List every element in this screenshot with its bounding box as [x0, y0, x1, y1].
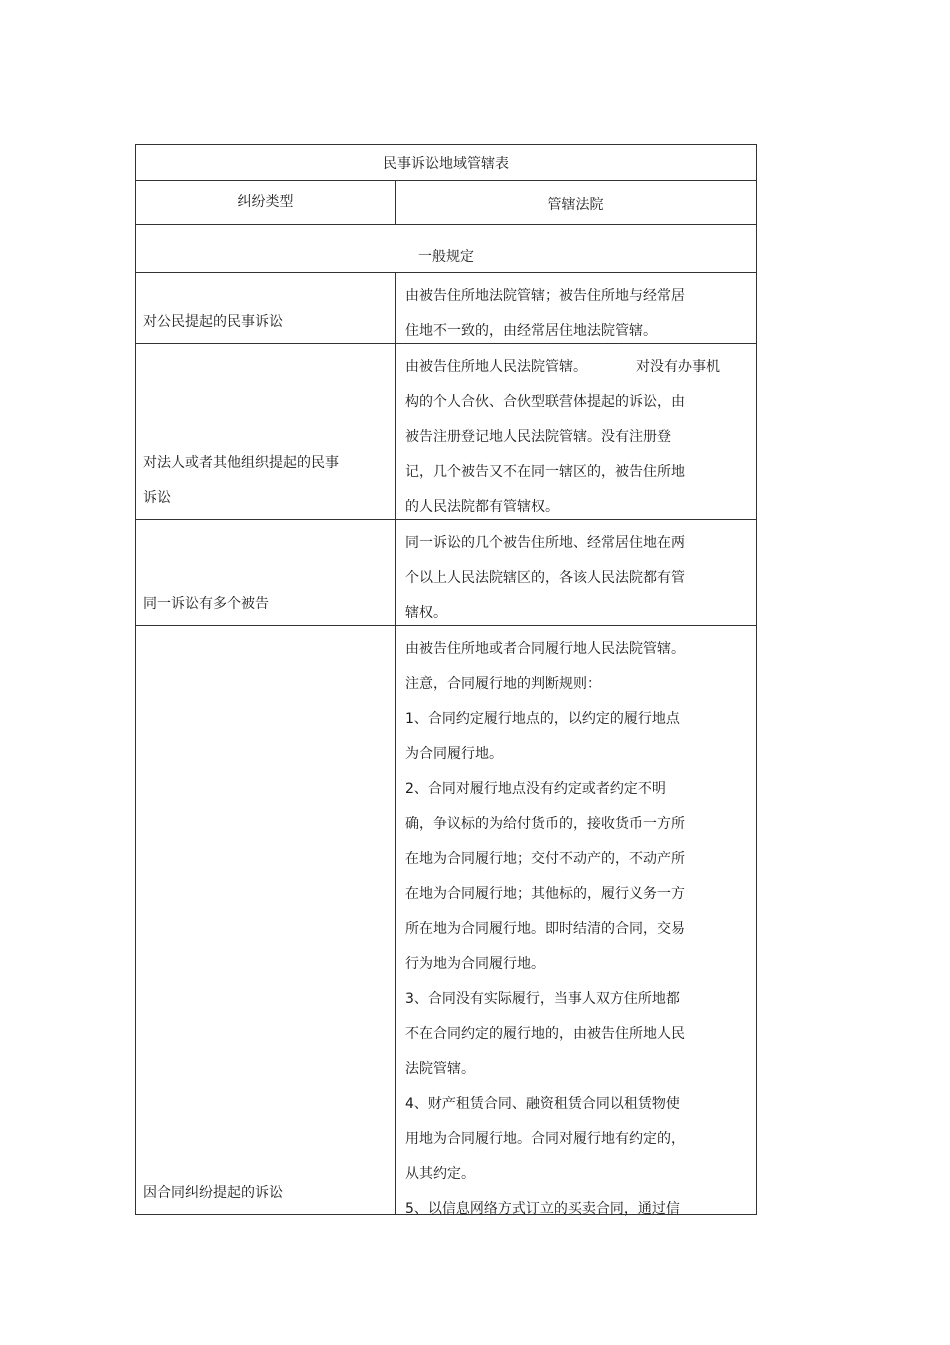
header-court: 管辖法院 — [547, 196, 604, 213]
table-row — [136, 273, 756, 344]
court-cell: 由被告住所地法院管辖；被告住所地与经常居 住地不一致的，由经常居住地法院管辖。 — [405, 288, 685, 339]
court-cell: 同一诉讼的几个被告住所地、经常居住地在两 个以上人民法院辖区的，各该人民法院都有管 辖权。 — [405, 535, 685, 621]
dispute-type-cell: 同一诉讼有多个被告 — [136, 520, 396, 625]
section-title: 一般规定 — [418, 248, 474, 265]
dispute-type-cell: 对公民提起的民事诉讼 — [136, 273, 396, 343]
table-row — [136, 344, 756, 520]
dispute-type-cell: 因合同纠纷提起的诉讼 — [136, 626, 396, 1214]
table-title-row — [136, 145, 756, 181]
header-dispute-type: 纠纷类型 — [136, 181, 396, 224]
table-row — [136, 520, 756, 626]
table-header-row — [136, 181, 756, 225]
table-row — [136, 626, 756, 1217]
court-cell: 由被告住所地或者合同履行地人民法院管辖。 注意，合同履行地的判断规则： 1、合同约定履行地点的，以约定的履行地点 为合同履行地。 2、合同对履行地点没有约定或者约定不明 确，争议标的为给付货币的，接收货币一方所 在地为合同履行地；交付不动产的，不动产所 在地为合同履行地；其他标的，履行义务一方 所在地为合同履行地。即时结清的合同，交易 行为地为合同履行地。 3、合同没有实际履行，当事人双方住所地都 不在合同约定的履行地的，由被告住所地人民 法院管辖。 4、财产租赁合同、融资租赁合同以租赁物使 用地为合同履行地。合同对履行地有约定的， 从其约定。 5、以信息网络方式订立的买卖合同，通过信 — [405, 641, 685, 1217]
table-title: 民事诉讼地域管辖表 — [383, 155, 509, 172]
section-row — [136, 225, 756, 273]
dispute-type-cell: 对法人或者其他组织提起的民事 诉讼 — [136, 344, 396, 519]
court-cell: 由被告住所地人民法院管辖。 对没有办事机 构的个人合伙、合伙型联营体提起的诉讼，由 被告注册登记地人民法院管辖。没有注册登 记，几个被告又不在同一辖区的，被告住所地 的人民法院都有管辖权。 — [405, 359, 720, 515]
jurisdiction-table — [135, 144, 757, 1215]
